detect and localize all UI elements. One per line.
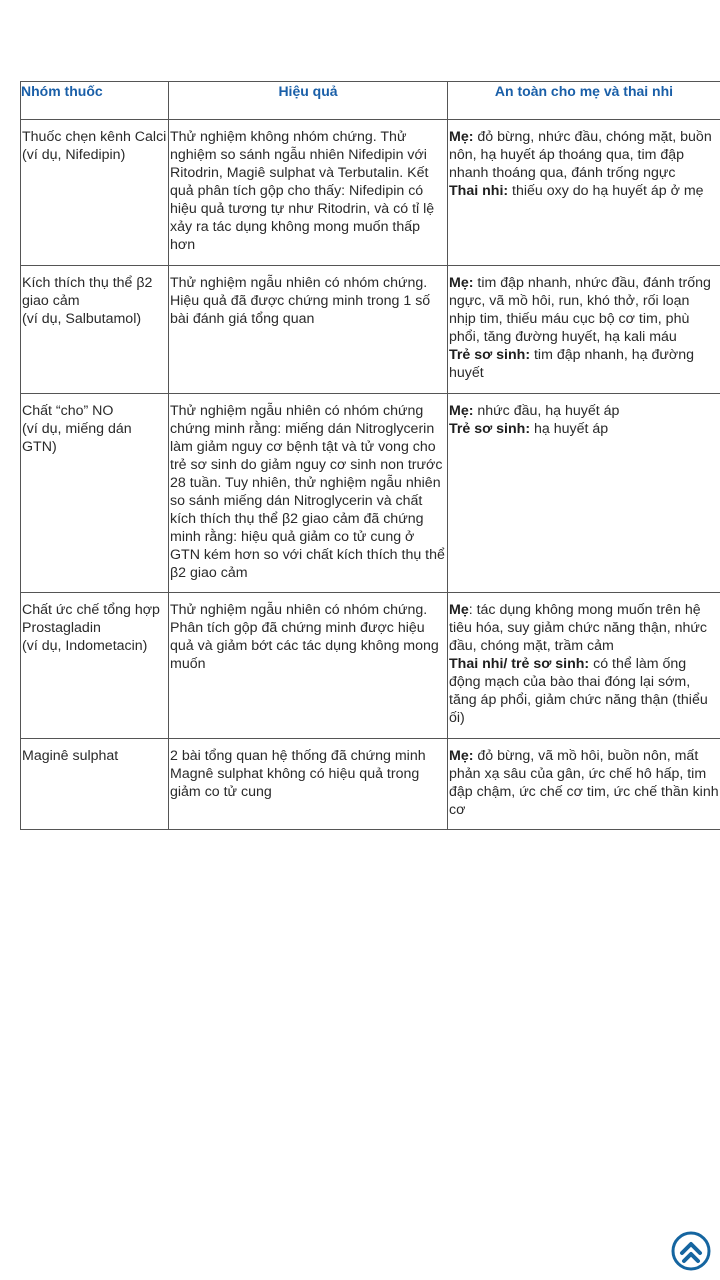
header-safety: An toàn cho mẹ và thai nhi [448, 82, 720, 120]
safety-label-fetus: Thai nhi: [449, 183, 509, 199]
chevron-up-circle-icon [671, 1231, 711, 1271]
table-row [21, 120, 720, 266]
safety-cell [448, 120, 720, 266]
effectiveness-cell: Thử nghiệm ngẫu nhiên có nhóm chứng. Phân tích gộp đã chứng minh được hiệu quả và giảm bớt các tác dụng không mong muốn [169, 593, 448, 739]
safety-cell [448, 739, 720, 830]
header-effectiveness: Hiệu quả [169, 82, 448, 120]
safety-cell [448, 593, 720, 739]
safety-label-mother: Mẹ: [449, 275, 474, 291]
header-drug-group: Nhóm thuốc [21, 82, 169, 120]
tocolytic-drugs-table [20, 81, 720, 830]
drug-group-cell: Kích thích thụ thể β2 giao cảm (ví dụ, Salbutamol) [21, 266, 169, 394]
safety-text-fetus: thiếu oxy do hạ huyết áp ở mẹ [508, 183, 704, 199]
safety-text-fetus-newborn: có thể làm ống động mạch của bào thai đóng lại sớm, tăng áp phổi, giảm chức năng thận (thiểu ối) [449, 656, 708, 726]
safety-label-mother: Mẹ [449, 602, 469, 618]
safety-cell [448, 266, 720, 394]
drug-group-cell: Chất ức chế tổng hợp Prostagladin (ví dụ, Indometacin) [21, 593, 169, 739]
safety-label-mother: Mẹ: [449, 403, 474, 419]
safety-text-mother: nhức đầu, hạ huyết áp [473, 403, 620, 419]
safety-cell [448, 394, 720, 593]
table-row [21, 394, 720, 593]
safety-text-newborn: tim đập nhanh, hạ đường huyết [449, 347, 694, 381]
table-row [21, 739, 720, 830]
effectiveness-cell: Thử nghiệm ngẫu nhiên có nhóm chứng chứng minh rằng: miếng dán Nitroglycerin làm giảm nguy cơ bệnh tật và tử vong cho trẻ sơ sinh do giảm nguy cơ sinh non trước 28 tuần. Tuy nhiên, thử nghiệm ngẫu nhiên so sánh miếng dán Nitroglycerin và chất kích thích thụ thể β2 giao cảm đã chứng minh rằng: hiệu quả giảm co tử cung ở GTN kém hơn so với chất kích thích thụ thể β2 giao cảm [169, 394, 448, 593]
table-row [21, 593, 720, 739]
effectiveness-cell: Thử nghiệm ngẫu nhiên có nhóm chứng. Hiệu quả đã được chứng minh trong 1 số bài đánh giá tổng quan [169, 266, 448, 394]
safety-label-fetus-newborn: Thai nhi/ trẻ sơ sinh: [449, 656, 590, 672]
safety-text-mother: đỏ bừng, nhức đầu, chóng mặt, buồn nôn, hạ huyết áp thoáng qua, tim đập nhanh thoáng qua, đánh trống ngực [449, 129, 712, 181]
table-row [21, 266, 720, 394]
scroll-to-top-button[interactable] [671, 1231, 711, 1271]
safety-label-mother: Mẹ: [449, 748, 474, 764]
effectiveness-cell: Thử nghiệm không nhóm chứng. Thử nghiệm so sánh ngẫu nhiên Nifedipin với Ritodrin, Magiê sulphat và Terbutalin. Kết quả phân tích gộp cho thấy: Nifedipin có hiệu quả tương tự như Ritodrin, và có tỉ lệ xảy ra tác dụng không mong muốn thấp hơn [169, 120, 448, 266]
safety-text-mother: : tác dụng không mong muốn trên hệ tiêu hóa, suy giảm chức năng thận, nhức đầu, chóng mặt, trầm cảm [449, 602, 707, 654]
drug-group-cell: Thuốc chẹn kênh Calci (ví dụ, Nifedipin) [21, 120, 169, 266]
drug-group-cell: Maginê sulphat [21, 739, 169, 830]
effectiveness-cell: 2 bài tổng quan hệ thống đã chứng minh Magnê sulphat không có hiệu quả trong giảm co tử cung [169, 739, 448, 830]
safety-text-mother: tim đập nhanh, nhức đầu, đánh trống ngực, vã mồ hôi, run, khó thở, rối loạn nhịp tim, thiếu máu cục bộ cơ tim, phù phổi, tăng đường huyết, hạ kali máu [449, 275, 711, 345]
table-header-row [21, 82, 720, 120]
safety-text-mother: đỏ bừng, vã mồ hôi, buồn nôn, mất phản xạ sâu của gân, ức chế hô hấp, tim đập chậm, ức chế cơ tim, ức chế thần kinh cơ [449, 748, 719, 818]
drug-group-cell: Chất “cho” NO (ví dụ, miếng dán GTN) [21, 394, 169, 593]
safety-text-newborn: hạ huyết áp [530, 421, 609, 437]
safety-label-mother: Mẹ: [449, 129, 474, 145]
safety-label-newborn: Trẻ sơ sinh: [449, 421, 531, 437]
safety-label-newborn: Trẻ sơ sinh: [449, 347, 531, 363]
